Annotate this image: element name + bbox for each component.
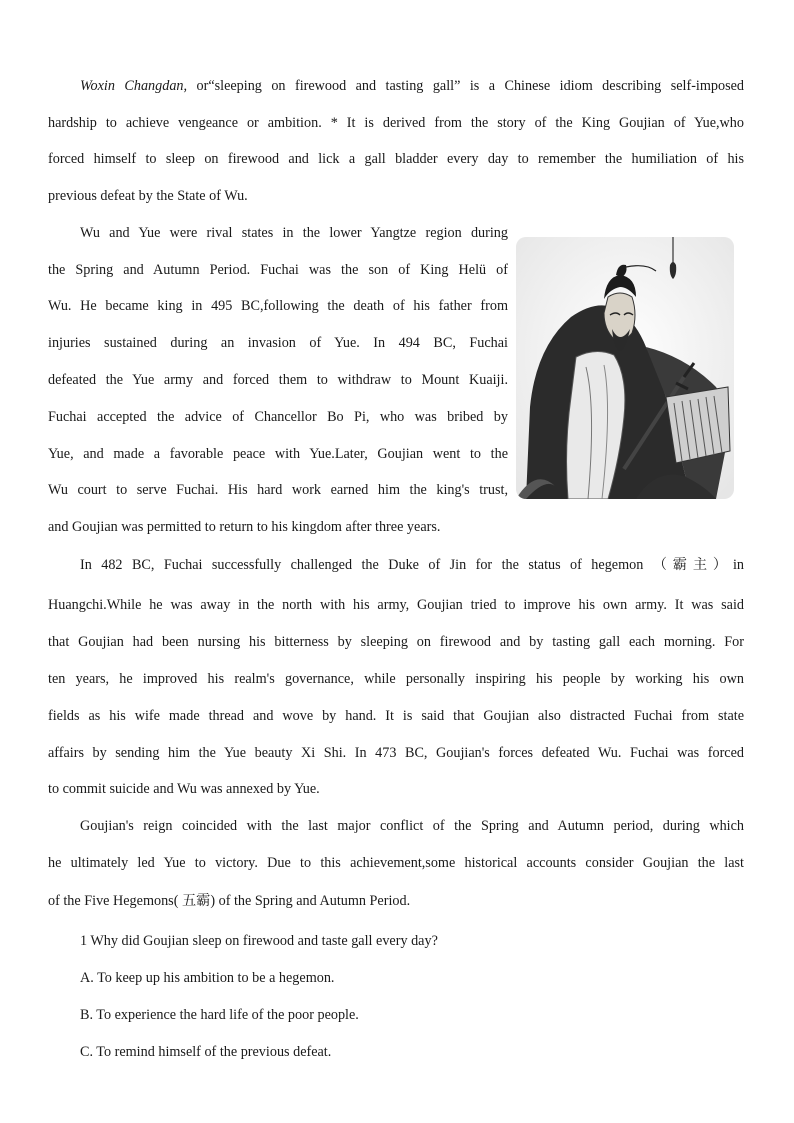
option-b: B. To experience the hard life of the poor people. xyxy=(80,1007,359,1023)
p4-line-2: he ultimately led Yue to victory. Due to this achievement,some historical accounts consider Goujian the last xyxy=(48,855,744,871)
p3-line-4: ten years, he improved his realm's governance, while personally inspiring his people by working his own xyxy=(48,671,744,687)
p4-line-1: Goujian's reign coincided with the last major conflict of the Spring and Autumn period, during which xyxy=(80,818,744,834)
p1-line-3: forced himself to sleep on firewood and lick a gall bladder every day to remember the humiliation of his xyxy=(48,151,744,167)
p3-line-3: that Goujian had been nursing his bitterness by sleeping on firewood and by tasting gall each morning. For xyxy=(48,634,744,650)
option-a: A. To keep up his ambition to be a hegemon. xyxy=(80,970,335,986)
p1-line-2: hardship to achieve vengeance or ambition. * It is derived from the story of the King Goujian of Yue,who xyxy=(48,115,744,131)
p3-line-5: fields as his wife made thread and wove by hand. It is said that Goujian also distracted Fuchai from state xyxy=(48,708,744,724)
p2-line-1: Wu and Yue were rival states in the lower Yangtze region during xyxy=(80,225,508,241)
question-stem: 1 Why did Goujian sleep on firewood and taste gall every day? xyxy=(80,933,438,949)
p2-line-4: injuries sustained during an invasion of Yue. In 494 BC, Fuchai xyxy=(48,335,508,351)
p3-line-2: Huangchi.While he was away in the north with his army, Goujian tried to improve his own army. It was said xyxy=(48,597,744,613)
p2-line-7: Yue, and made a favorable peace with Yue.Later, Goujian went to the xyxy=(48,446,508,462)
p3-line-6: affairs by sending him the Yue beauty Xi Shi. In 473 BC, Goujian's forces defeated Wu. Fuchai was forced xyxy=(48,745,744,761)
p4-line-3: of the Five Hegemons( 五霸) of the Spring and Autumn Period. xyxy=(48,893,411,909)
p3-line-1: In 482 BC, Fuchai successfully challenged the Duke of Jin for the status of hegemon （霸主）in xyxy=(80,557,744,573)
p1-line-4: previous defeat by the State of Wu. xyxy=(48,188,248,204)
p1-line-1: Woxin Changdan, or“sleeping on firewood and tasting gall” is a Chinese idiom describing self-imposed xyxy=(80,78,744,94)
option-c: C. To remind himself of the previous defeat. xyxy=(80,1044,332,1060)
p2-line-3: Wu. He became king in 495 BC,following the death of his father from xyxy=(48,298,508,314)
p2-line-6: Fuchai accepted the advice of Chancellor Bo Pi, who was bribed by xyxy=(48,409,508,425)
idiom-term: Woxin Changdan, xyxy=(80,78,188,94)
goujian-illustration xyxy=(516,237,734,499)
goujian-ink-painting-icon xyxy=(516,237,734,499)
p2-line-8: Wu court to serve Fuchai. His hard work earned him the king's trust, xyxy=(48,482,508,498)
p2-line-2: the Spring and Autumn Period. Fuchai was the son of King Helü of xyxy=(48,262,508,278)
p2-line-5: defeated the Yue army and forced them to withdraw to Mount Kuaiji. xyxy=(48,372,508,388)
p3-line-7: to commit suicide and Wu was annexed by Yue. xyxy=(48,781,320,797)
p2-line-9: and Goujian was permitted to return to his kingdom after three years. xyxy=(48,519,441,535)
